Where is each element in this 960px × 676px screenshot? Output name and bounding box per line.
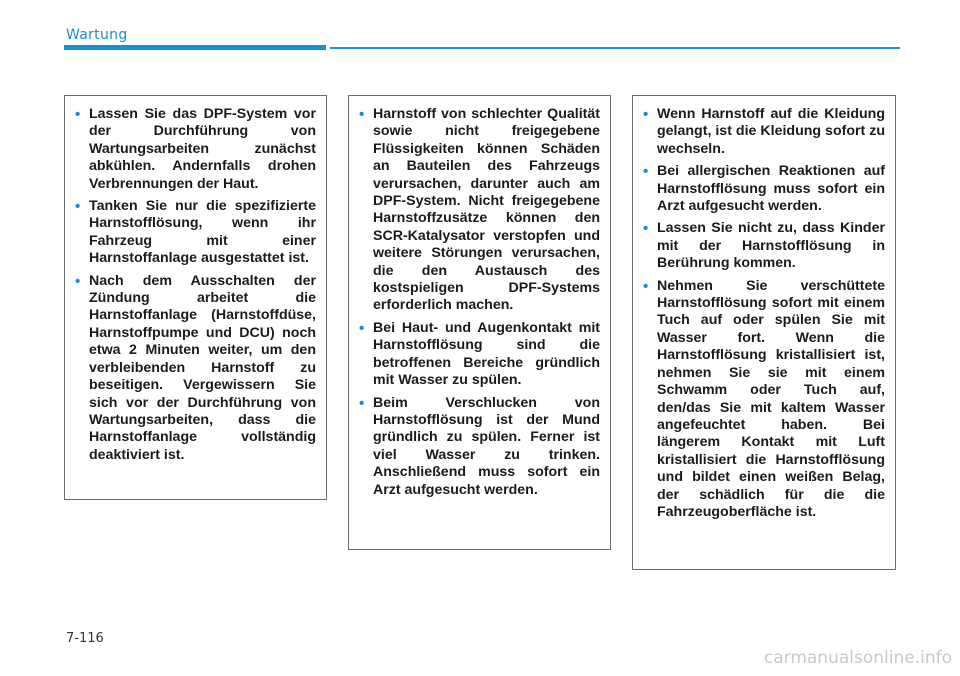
caution-box-3 <box>632 95 896 570</box>
bullet-icon: • <box>643 277 649 295</box>
bullet-icon: • <box>359 106 365 123</box>
caution-box-2 <box>348 95 611 550</box>
bullet-icon: • <box>75 198 81 216</box>
list-item: • Lassen Sie nicht zu, dass Kinder mit der Harnstofflösung in Berührung kommen. <box>643 220 885 272</box>
watermark: carmanualsonline.info <box>763 648 952 668</box>
header-rule-thin <box>330 47 900 49</box>
bullet-icon: • <box>75 106 81 123</box>
list-item: • Beim Verschlucken von Harnstofflösung ist der Mund gründlich zu spülen. Ferner ist viel Wasser zu trinken. Anschließend muss sofort ein Arzt aufgesucht werden. <box>359 394 600 498</box>
list-item: • Bei Haut- und Augenkontakt mit Harnstofflösung sind die betroffenen Bereiche gründlich mit Wasser zu spülen. <box>359 319 600 389</box>
list-item: • Wenn Harnstoff auf die Kleidung gelangt, ist die Kleidung sofort zu wechseln. <box>643 106 885 157</box>
page-number: 7-116 <box>66 631 104 646</box>
bullet-icon: • <box>643 106 649 123</box>
section-title: Wartung <box>66 27 128 43</box>
bullet-icon: • <box>75 272 81 290</box>
bullet-icon: • <box>643 220 649 238</box>
list-item: • Harnstoff von schlechter Qualität sowie nicht freigegebene Flüssigkeiten können Schäden an Bauteilen des Fahrzeugs verursachen, darunter auch am DPF-System. Nicht freigegebene Harnstoffzusätze können den SCR-Katalysator verstopfen und weitere Störungen verursachen, die den Austausch des kostspieligen DPF-Systems erforderlich machen. <box>359 106 600 314</box>
list-item: • Nehmen Sie verschüttete Harnstofflösung sofort mit einem Tuch auf oder spülen Sie mit Wasser fort. Wenn die Harnstofflösung kristallisiert ist, nehmen Sie sie mit einem Schwamm oder Tuch auf, den/das Sie mit kaltem Wasser angefeuchtet haben. Bei längerem Kontakt mit Luft kristallisiert die Harnstofflösung und bildet einen weißen Belag, der schädlich für die die Fahrzeugoberfläche ist. <box>643 277 885 520</box>
caution-box-1 <box>64 95 327 500</box>
list-item: • Bei allergischen Reaktionen auf Harnstofflösung muss sofort ein Arzt aufgesucht werden. <box>643 163 885 215</box>
list-item: • Nach dem Ausschalten der Zündung arbeitet die Harnstoffanlage (Harnstoffdüse, Harnstoffpumpe und DCU) noch etwa 2 Minuten weiter, um den verbleibenden Harnstoff zu beseitigen. Vergewissern Sie sich vor der Durchführung von Wartungsarbeiten, dass die Harnstoffanlage vollständig deaktiviert ist. <box>75 272 316 463</box>
bullet-icon: • <box>643 163 649 181</box>
list-item: • Lassen Sie das DPF-System vor der Durchführung von Wartungsarbeiten zunächst abkühlen. Andernfalls drohen Verbrennungen der Haut. <box>75 106 316 192</box>
header-rule-thick <box>64 45 326 50</box>
bullet-icon: • <box>359 394 365 412</box>
list-item: • Tanken Sie nur die spezifizierte Harnstofflösung, wenn ihr Fahrzeug mit einer Harnstoffanlage ausgestattet ist. <box>75 198 316 267</box>
bullet-icon: • <box>359 319 365 337</box>
